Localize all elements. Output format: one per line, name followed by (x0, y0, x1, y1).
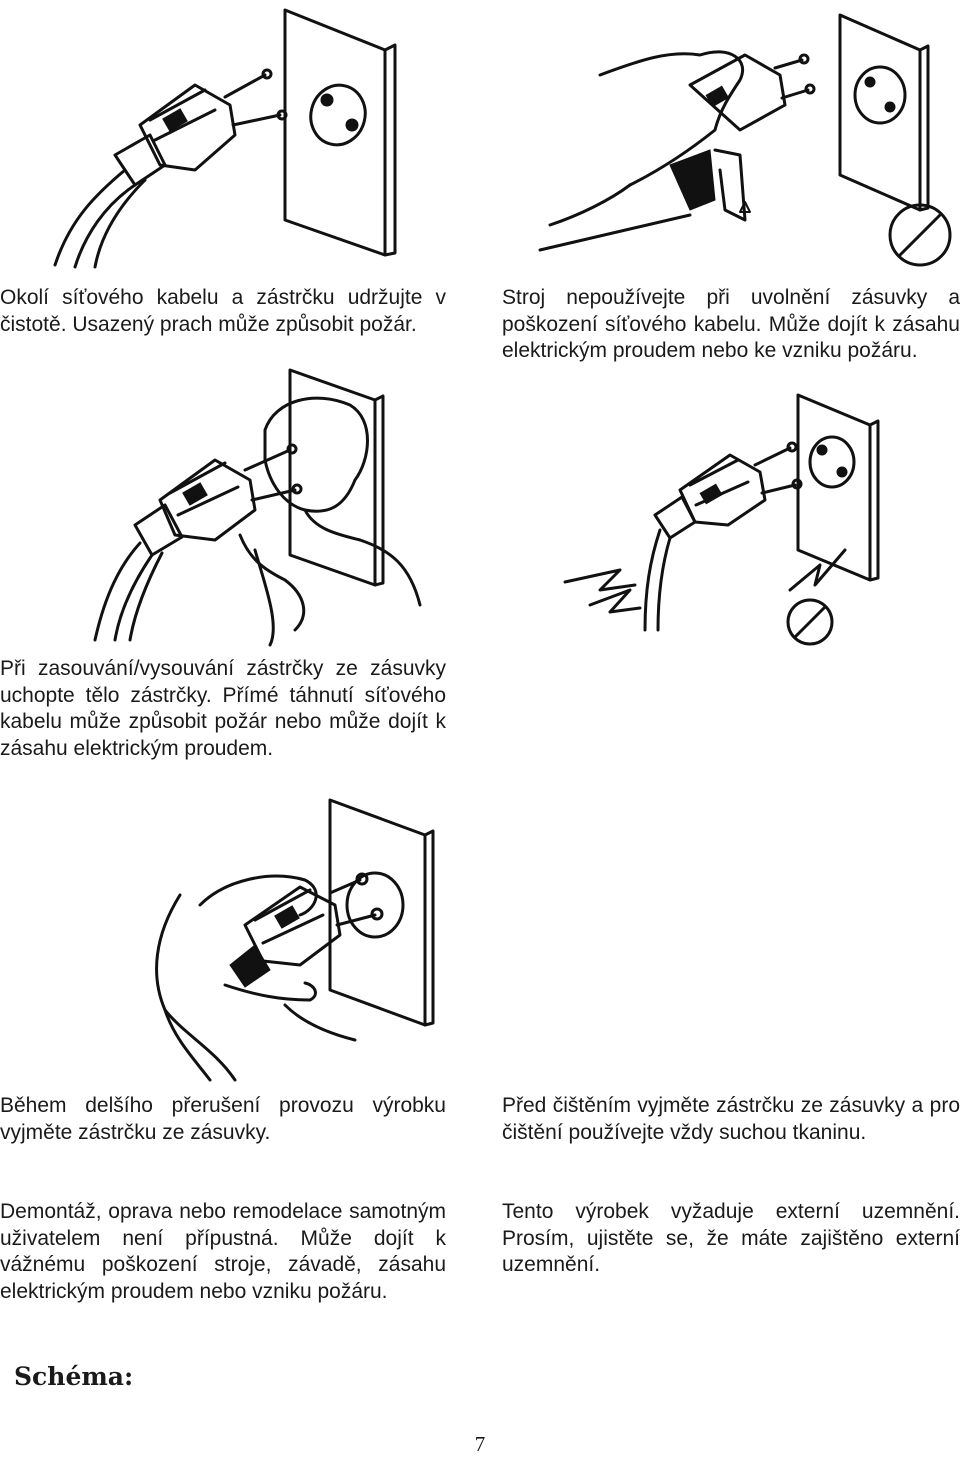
caption-no-disassembly: Demontáž, oprava nebo remodelace samotným uživatelem není přípustná. Může dojít k vážnému poškození stroje, závadě, zásahu elektrickým proudem nebo vzniku požáru. (0, 1200, 446, 1303)
caption-keep-clean: Okolí síťového kabelu a zástrčku udržujte v čistotě. Usazený prach může způsobit požár. (0, 286, 446, 336)
page-number: 7 (474, 1432, 486, 1456)
plug-socket-illustration (55, 5, 455, 270)
spark-prohibited-illustration (560, 390, 960, 650)
unplug-illustration (105, 795, 455, 1085)
caption-unplug-before-cleaning: Před čištěním vyjměte zástrčku ze zásuvky a pro čištění používejte vždy suchou tkaninu. (502, 1094, 960, 1144)
section-heading: Schéma: (14, 1362, 134, 1391)
loose-socket-prohibited-illustration (540, 0, 960, 270)
caption-loose-socket: Stroj nepoužívejte při uvolnění zásuvky a poškození síťového kabelu. Může dojít k zásahu elektrickým proudem nebo ke vzniku požáru. (502, 286, 960, 362)
caption-unplug-long-break: Během delšího přerušení provozu výrobku vyjměte zástrčku ze zásuvky. (0, 1094, 446, 1144)
caption-external-grounding: Tento výrobek vyžaduje externí uzemnění. Prosím, ujistěte se, že máte zajištěno externí uzemnění. (502, 1200, 960, 1276)
grip-plug-body-illustration (90, 365, 450, 645)
caption-grip-plug: Při zasouvání/vysouvání zástrčky ze zásuvky uchopte tělo zástrčky. Přímé táhnutí síťového kabelu může způsobit požár nebo může dojít k zásahu elektrickým proudem. (0, 657, 446, 760)
